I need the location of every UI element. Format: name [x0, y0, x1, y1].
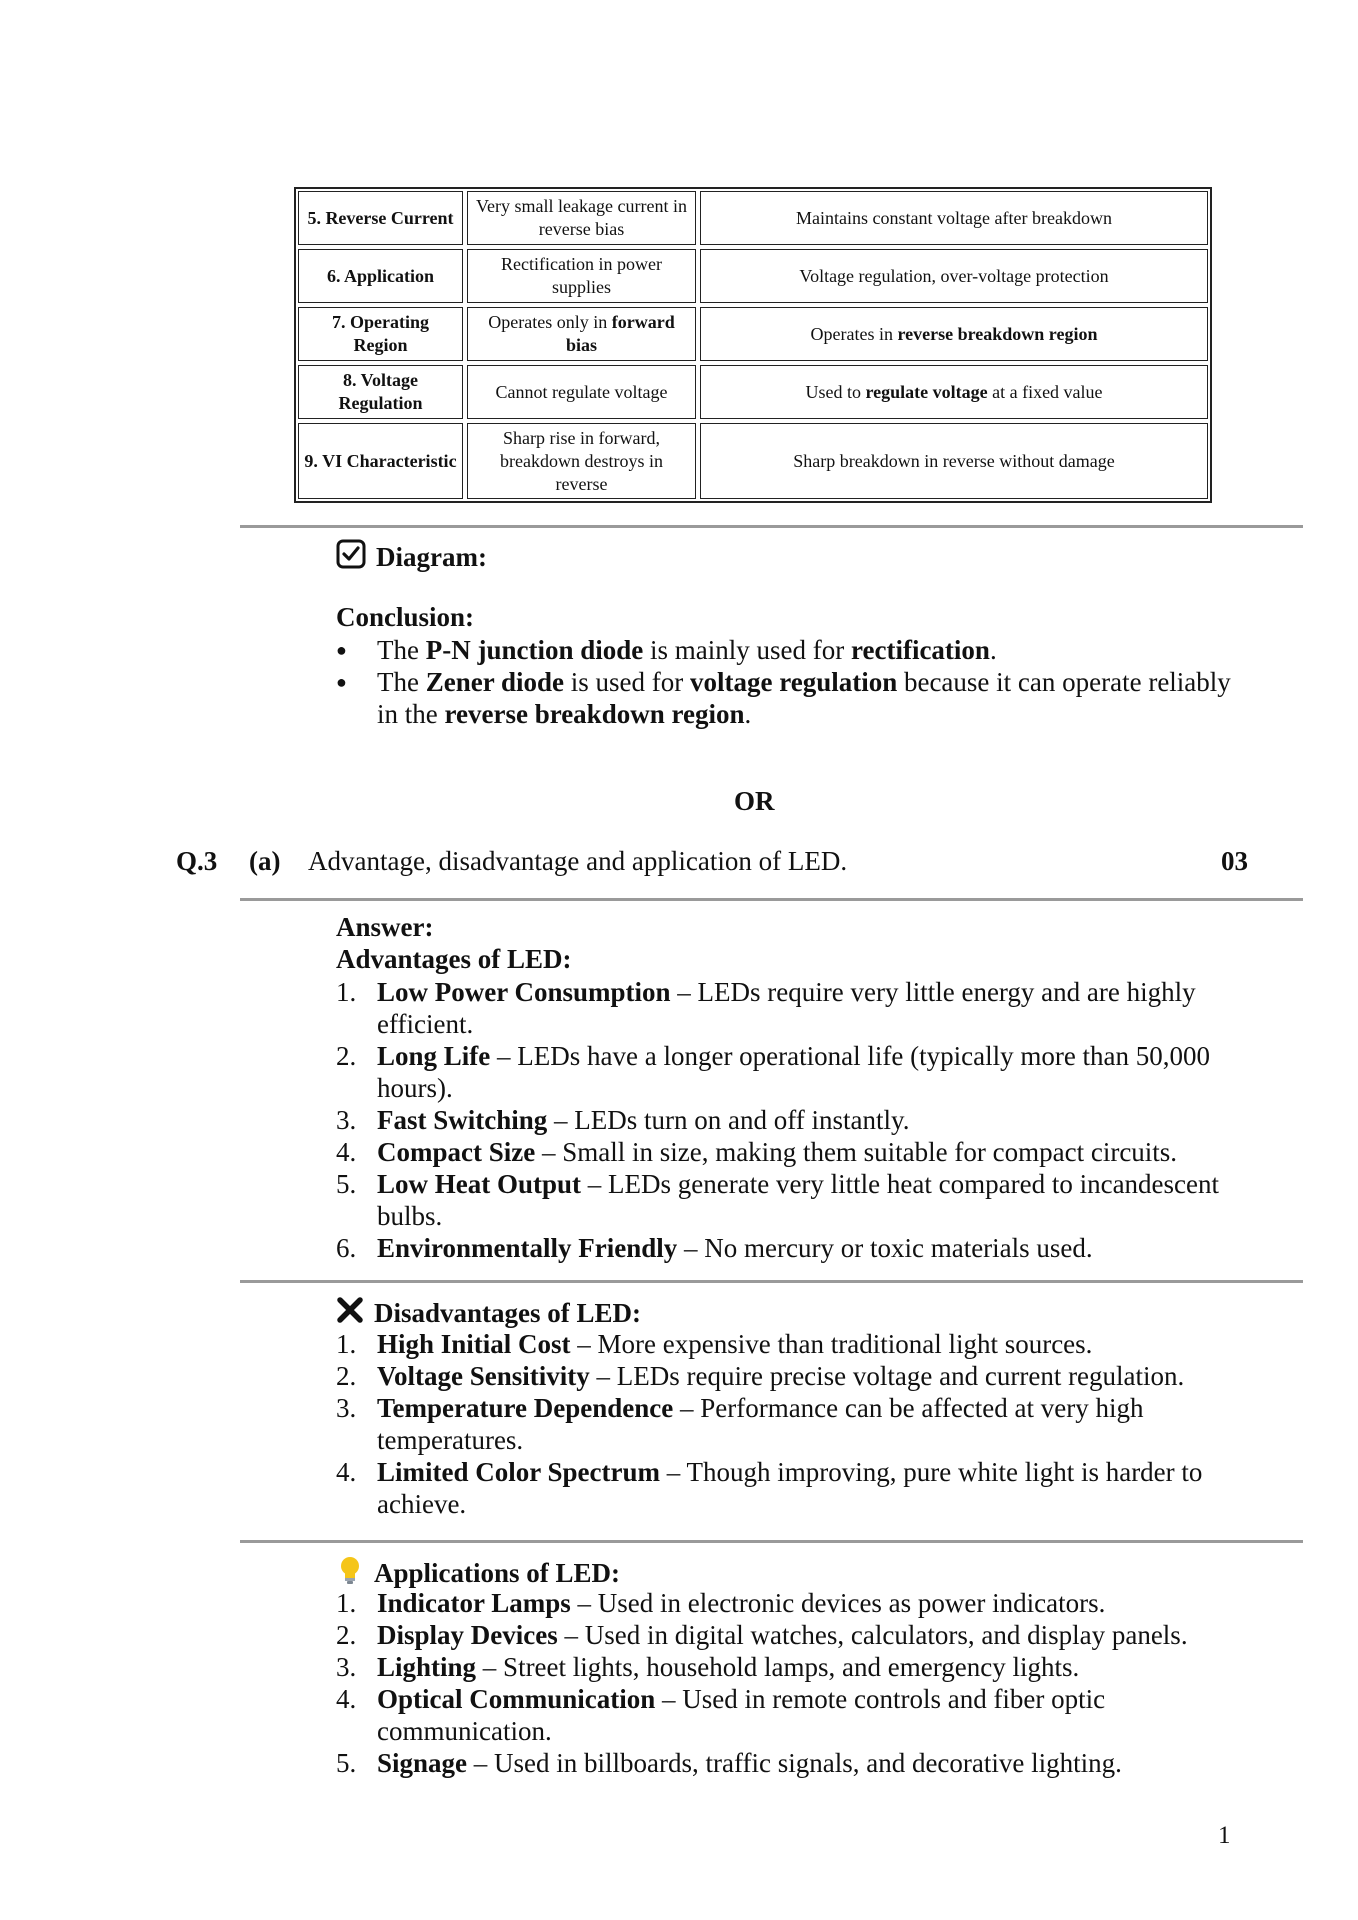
text-run: Rectification in power supplies — [501, 254, 662, 297]
table-row — [298, 423, 1208, 499]
text-run: Voltage regulation, over-voltage protection — [799, 265, 1109, 286]
item-term: Optical Communication — [377, 1684, 656, 1714]
bold-text: rectification — [851, 635, 990, 665]
item-number: 3. — [336, 1652, 357, 1682]
applications-heading: Applications of LED: — [336, 1555, 620, 1592]
table-row — [298, 191, 1208, 245]
item-term: Environmentally Friendly — [377, 1233, 678, 1263]
item-description: – LEDs require very little energy and are highly efficient. — [377, 977, 1196, 1039]
item-term: Limited Color Spectrum — [377, 1457, 660, 1487]
bold-text: reverse breakdown region — [444, 699, 745, 729]
text-run: . — [989, 635, 997, 665]
list-item-text — [377, 1587, 1236, 1619]
comparison-table — [294, 187, 1212, 503]
zener-diode-cell — [700, 423, 1208, 499]
item-description: – LEDs require precise voltage and current regulation. — [589, 1361, 1185, 1391]
item-description: – LEDs turn on and off instantly. — [547, 1105, 910, 1135]
item-number: 4. — [336, 1137, 357, 1167]
item-number: 1. — [336, 977, 357, 1007]
text-run: The — [377, 635, 426, 665]
question-number: Q.3 — [176, 846, 218, 876]
zener-diode-cell — [700, 249, 1208, 303]
text-run: Maintains constant voltage after breakdown — [796, 207, 1112, 228]
list-item — [336, 1392, 1236, 1456]
list-item — [336, 1619, 1236, 1651]
cross-icon — [336, 1296, 364, 1331]
checkbox-icon — [336, 539, 366, 576]
list-item — [336, 1136, 1236, 1168]
text-run: Operates only in — [488, 312, 612, 332]
item-number: 5. — [336, 1748, 357, 1778]
text-run: The — [377, 667, 426, 697]
list-item-text — [377, 1136, 1236, 1168]
item-number: 5. — [336, 1169, 357, 1199]
list-item-text — [377, 1104, 1236, 1136]
bold-text: voltage regulation — [689, 667, 898, 697]
text-run: Very small leakage current in reverse bias — [476, 196, 687, 239]
item-term: Fast Switching — [377, 1105, 548, 1135]
answer-label: Answer: — [336, 912, 434, 942]
list-item-text — [377, 1168, 1236, 1232]
diagram-heading: Diagram: — [336, 539, 487, 576]
item-number: 3. — [336, 1105, 357, 1135]
item-number: 1. — [336, 1329, 357, 1359]
pn-diode-cell — [467, 365, 696, 419]
parameter-cell: 6. Application — [298, 249, 463, 303]
list-item — [336, 1456, 1236, 1520]
item-number: 4. — [336, 1457, 357, 1487]
item-number: 4. — [336, 1684, 357, 1714]
applications-list — [336, 1587, 1236, 1779]
list-item — [336, 1168, 1236, 1232]
pn-diode-cell — [467, 307, 696, 361]
page-number: 1 — [1218, 1822, 1231, 1849]
list-item-text — [377, 1232, 1236, 1264]
pn-diode-cell — [467, 191, 696, 245]
item-description: – Used in electronic devices as power indicators. — [570, 1588, 1106, 1618]
text-run: because it can operate reliably in the — [377, 667, 1231, 729]
list-item — [336, 666, 1236, 730]
list-item — [336, 1328, 1236, 1360]
bold-text: Zener diode — [425, 667, 564, 697]
item-number: 1. — [336, 1588, 357, 1618]
item-description: – LEDs have a longer operational life (typically more than 50,000 hours). — [377, 1041, 1211, 1103]
list-item-text — [377, 1040, 1236, 1104]
text-run: at a fixed value — [987, 381, 1103, 402]
parameter-cell: 7. Operating Region — [298, 307, 463, 361]
advantages-list — [336, 976, 1236, 1264]
parameter-cell: 5. Reverse Current — [298, 191, 463, 245]
item-term: High Initial Cost — [377, 1329, 571, 1359]
text-run: Used to — [805, 381, 866, 402]
list-item-text — [377, 666, 1236, 730]
text-run: Sharp breakdown in reverse without damage — [793, 450, 1115, 471]
list-item — [336, 976, 1236, 1040]
text-run: is mainly used for — [643, 635, 851, 665]
item-term: Voltage Sensitivity — [377, 1361, 590, 1391]
list-item — [336, 1040, 1236, 1104]
section-divider — [240, 1540, 1303, 1543]
list-item-text — [377, 1747, 1236, 1779]
text-run: Cannot regulate voltage — [495, 381, 668, 402]
list-item — [336, 1651, 1236, 1683]
section-divider — [240, 1280, 1303, 1283]
bullet-icon: ● — [336, 672, 347, 692]
list-item — [336, 1683, 1236, 1747]
text-run: . — [744, 699, 752, 729]
text-run: Operates in — [810, 323, 898, 344]
table-row — [298, 249, 1208, 303]
parameter-cell: 8. Voltage Regulation — [298, 365, 463, 419]
item-term: Low Heat Output — [377, 1169, 582, 1199]
item-term: Compact Size — [377, 1137, 536, 1167]
list-item-text — [377, 1456, 1236, 1520]
table-row — [298, 365, 1208, 419]
question-part: (a) — [249, 846, 281, 876]
advantages-heading: Advantages of LED: — [336, 944, 572, 974]
list-item — [336, 1232, 1236, 1264]
item-description: – Performance can be affected at very high temperatures. — [377, 1393, 1144, 1455]
section-divider — [240, 898, 1303, 901]
item-description: – Used in billboards, traffic signals, and decorative lighting. — [467, 1748, 1122, 1778]
item-term: Temperature Dependence — [377, 1393, 674, 1423]
pn-diode-cell — [467, 249, 696, 303]
item-term: Lighting — [377, 1652, 477, 1682]
zener-diode-cell — [700, 365, 1208, 419]
question-text: Advantage, disadvantage and application of LED. — [308, 846, 848, 876]
item-description: – Used in digital watches, calculators, and display panels. — [557, 1620, 1188, 1650]
item-number: 2. — [336, 1361, 357, 1391]
bold-text: P-N junction diode — [425, 635, 644, 665]
item-description: – Though improving, pure white light is harder to achieve. — [377, 1457, 1203, 1519]
conclusion-heading: Conclusion: — [336, 602, 475, 632]
item-term: Low Power Consumption — [377, 977, 671, 1007]
list-item — [336, 1587, 1236, 1619]
item-description: – Street lights, household lamps, and emergency lights. — [476, 1652, 1080, 1682]
or-label: OR — [734, 786, 775, 816]
item-term: Indicator Lamps — [377, 1588, 571, 1618]
text-run: Sharp rise in forward, breakdown destroys in reverse — [500, 427, 663, 494]
conclusion-list — [336, 634, 1236, 730]
table-row — [298, 307, 1208, 361]
disadvantages-heading: Disadvantages of LED: — [336, 1296, 641, 1331]
list-item-text — [377, 1360, 1236, 1392]
item-description: – Small in size, making them suitable for compact circuits. — [535, 1137, 1178, 1167]
question-marks: 03 — [1221, 846, 1248, 876]
pn-diode-cell — [467, 423, 696, 499]
disadvantages-list — [336, 1328, 1236, 1520]
parameter-cell: 9. VI Characteristic — [298, 423, 463, 499]
bold-text: regulate voltage — [865, 381, 988, 402]
item-number: 6. — [336, 1233, 357, 1263]
zener-diode-cell — [700, 191, 1208, 245]
list-item-text — [377, 634, 997, 666]
section-divider — [240, 525, 1303, 528]
list-item — [336, 1104, 1236, 1136]
item-term: Signage — [377, 1748, 468, 1778]
bold-text: forward bias — [565, 312, 675, 355]
text-run: is used for — [564, 667, 690, 697]
list-item — [336, 1360, 1236, 1392]
list-item-text — [377, 976, 1236, 1040]
list-item-text — [377, 1328, 1236, 1360]
item-number: 3. — [336, 1393, 357, 1423]
item-number: 2. — [336, 1041, 357, 1071]
item-number: 2. — [336, 1620, 357, 1650]
list-item-text — [377, 1392, 1236, 1456]
item-description: – Used in remote controls and fiber optic communication. — [377, 1684, 1106, 1746]
bold-text: reverse breakdown region — [897, 323, 1098, 344]
item-term: Display Devices — [377, 1620, 558, 1650]
item-term: Long Life — [377, 1041, 491, 1071]
list-item-text — [377, 1619, 1236, 1651]
zener-diode-cell — [700, 307, 1208, 361]
item-description: – No mercury or toxic materials used. — [677, 1233, 1093, 1263]
list-item-text — [377, 1651, 1236, 1683]
list-item-text — [377, 1683, 1236, 1747]
item-description: – LEDs generate very little heat compared to incandescent bulbs. — [377, 1169, 1220, 1231]
list-item — [336, 634, 1236, 666]
item-description: – More expensive than traditional light sources. — [570, 1329, 1093, 1359]
list-item — [336, 1747, 1236, 1779]
bullet-icon: ● — [336, 640, 347, 660]
